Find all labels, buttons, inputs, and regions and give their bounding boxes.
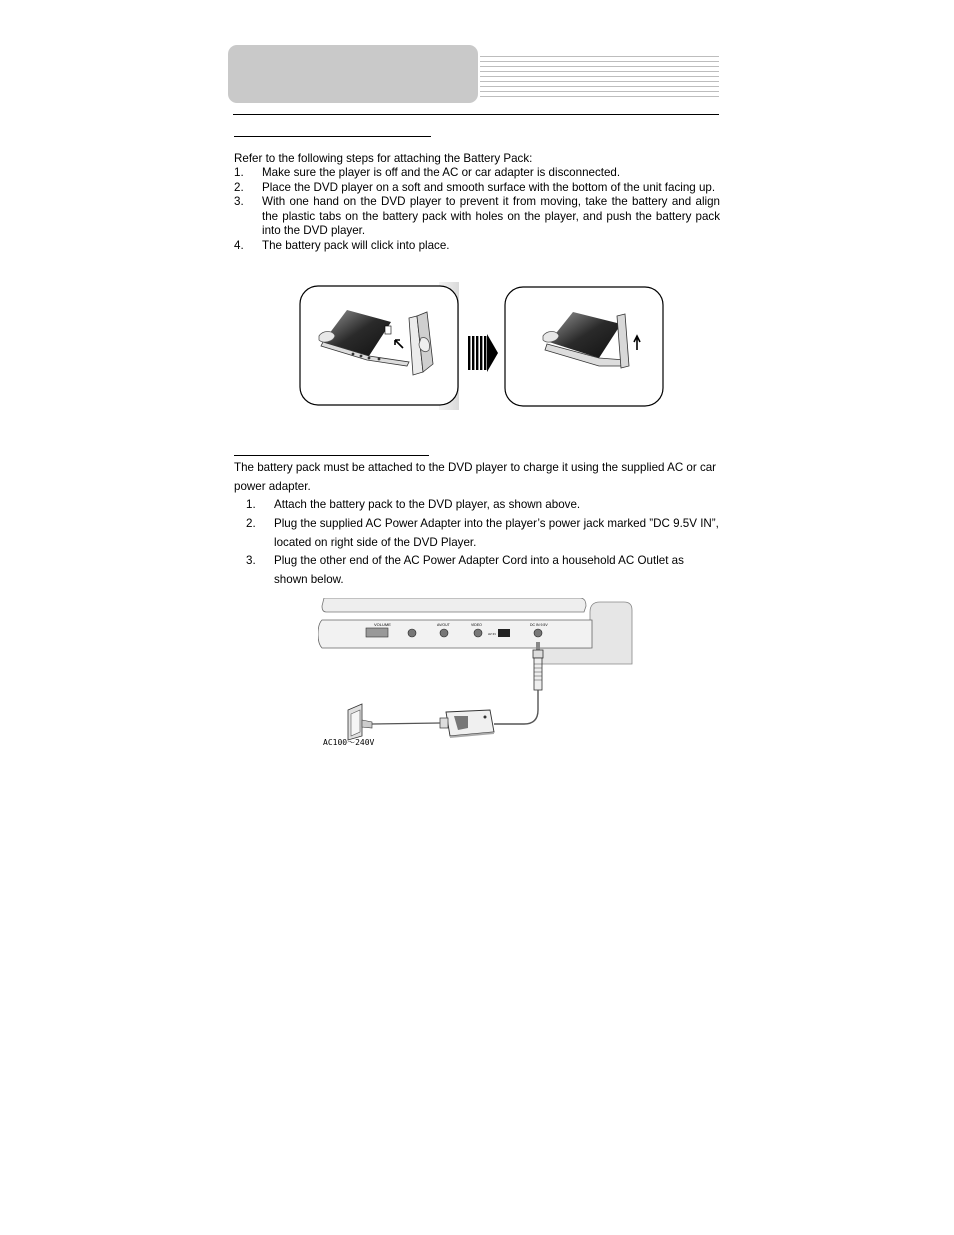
switch-label: AV IN bbox=[488, 632, 496, 636]
section2-steps bbox=[234, 496, 720, 590]
ac-voltage-label: AC100～240V bbox=[323, 738, 375, 747]
list-text: Attach the battery pack to the DVD player, as shown above. bbox=[274, 498, 581, 511]
volume-label: VOLUME bbox=[374, 622, 391, 627]
wall-outlet-icon bbox=[348, 704, 372, 740]
header-tab bbox=[228, 45, 478, 103]
list-number: 1. bbox=[234, 166, 244, 179]
list-item bbox=[234, 166, 720, 181]
list-item bbox=[234, 515, 720, 553]
list-item bbox=[234, 496, 720, 515]
list-number: 4. bbox=[234, 238, 244, 252]
adapter-cable bbox=[494, 690, 538, 724]
header-stripes bbox=[480, 56, 719, 98]
list-item bbox=[234, 181, 720, 196]
list-text: With one hand on the DVD player to prevent it from moving, take the battery and align the plastic tabs on the battery pack with holes on the player, and push the battery pack into the DVD player. bbox=[262, 195, 720, 237]
dc-in-label: DC IN 9.5V bbox=[530, 623, 548, 627]
transition-arrow bbox=[468, 334, 498, 372]
list-text: Plug the supplied AC Power Adapter into the player’s power jack marked ”DC 9.5V IN”, located on right side of the DVD Player. bbox=[274, 516, 719, 549]
section-heading-underline bbox=[234, 136, 431, 137]
ac-cord bbox=[372, 723, 440, 724]
list-item bbox=[234, 552, 720, 590]
list-item bbox=[234, 195, 720, 239]
list-number: 2. bbox=[246, 516, 256, 530]
ac-adapter-brick bbox=[440, 710, 494, 738]
list-item bbox=[234, 239, 720, 254]
section2-intro: The battery pack must be attached to the DVD player to charge it using the supplied AC or car power adapter. bbox=[234, 461, 717, 493]
list-text: Make sure the player is off and the AC or car adapter is disconnected. bbox=[262, 166, 621, 179]
video-label: VIDEO bbox=[471, 623, 482, 627]
section-heading-underline bbox=[234, 455, 429, 456]
list-text: Plug the other end of the AC Power Adapter Cord into a household AC Outlet as shown below. bbox=[274, 554, 684, 587]
list-text: The battery pack will click into place. bbox=[262, 238, 450, 252]
battery-attach-illustration bbox=[299, 282, 665, 410]
dvd-player-side-view bbox=[318, 598, 632, 664]
header-rule bbox=[233, 114, 719, 115]
list-number: 2. bbox=[234, 180, 244, 194]
av-out-label: AV/OUT bbox=[437, 623, 450, 627]
section1-steps bbox=[234, 166, 720, 253]
list-number: 3. bbox=[234, 195, 244, 208]
section1-intro: Refer to the following steps for attaching the Battery Pack: bbox=[234, 152, 533, 165]
list-number: 1. bbox=[246, 498, 256, 511]
power-adapter-connection-illustration bbox=[318, 598, 634, 750]
list-text: Place the DVD player on a soft and smooth surface with the bottom of the unit facing up. bbox=[262, 180, 716, 194]
list-number: 3. bbox=[246, 554, 256, 568]
